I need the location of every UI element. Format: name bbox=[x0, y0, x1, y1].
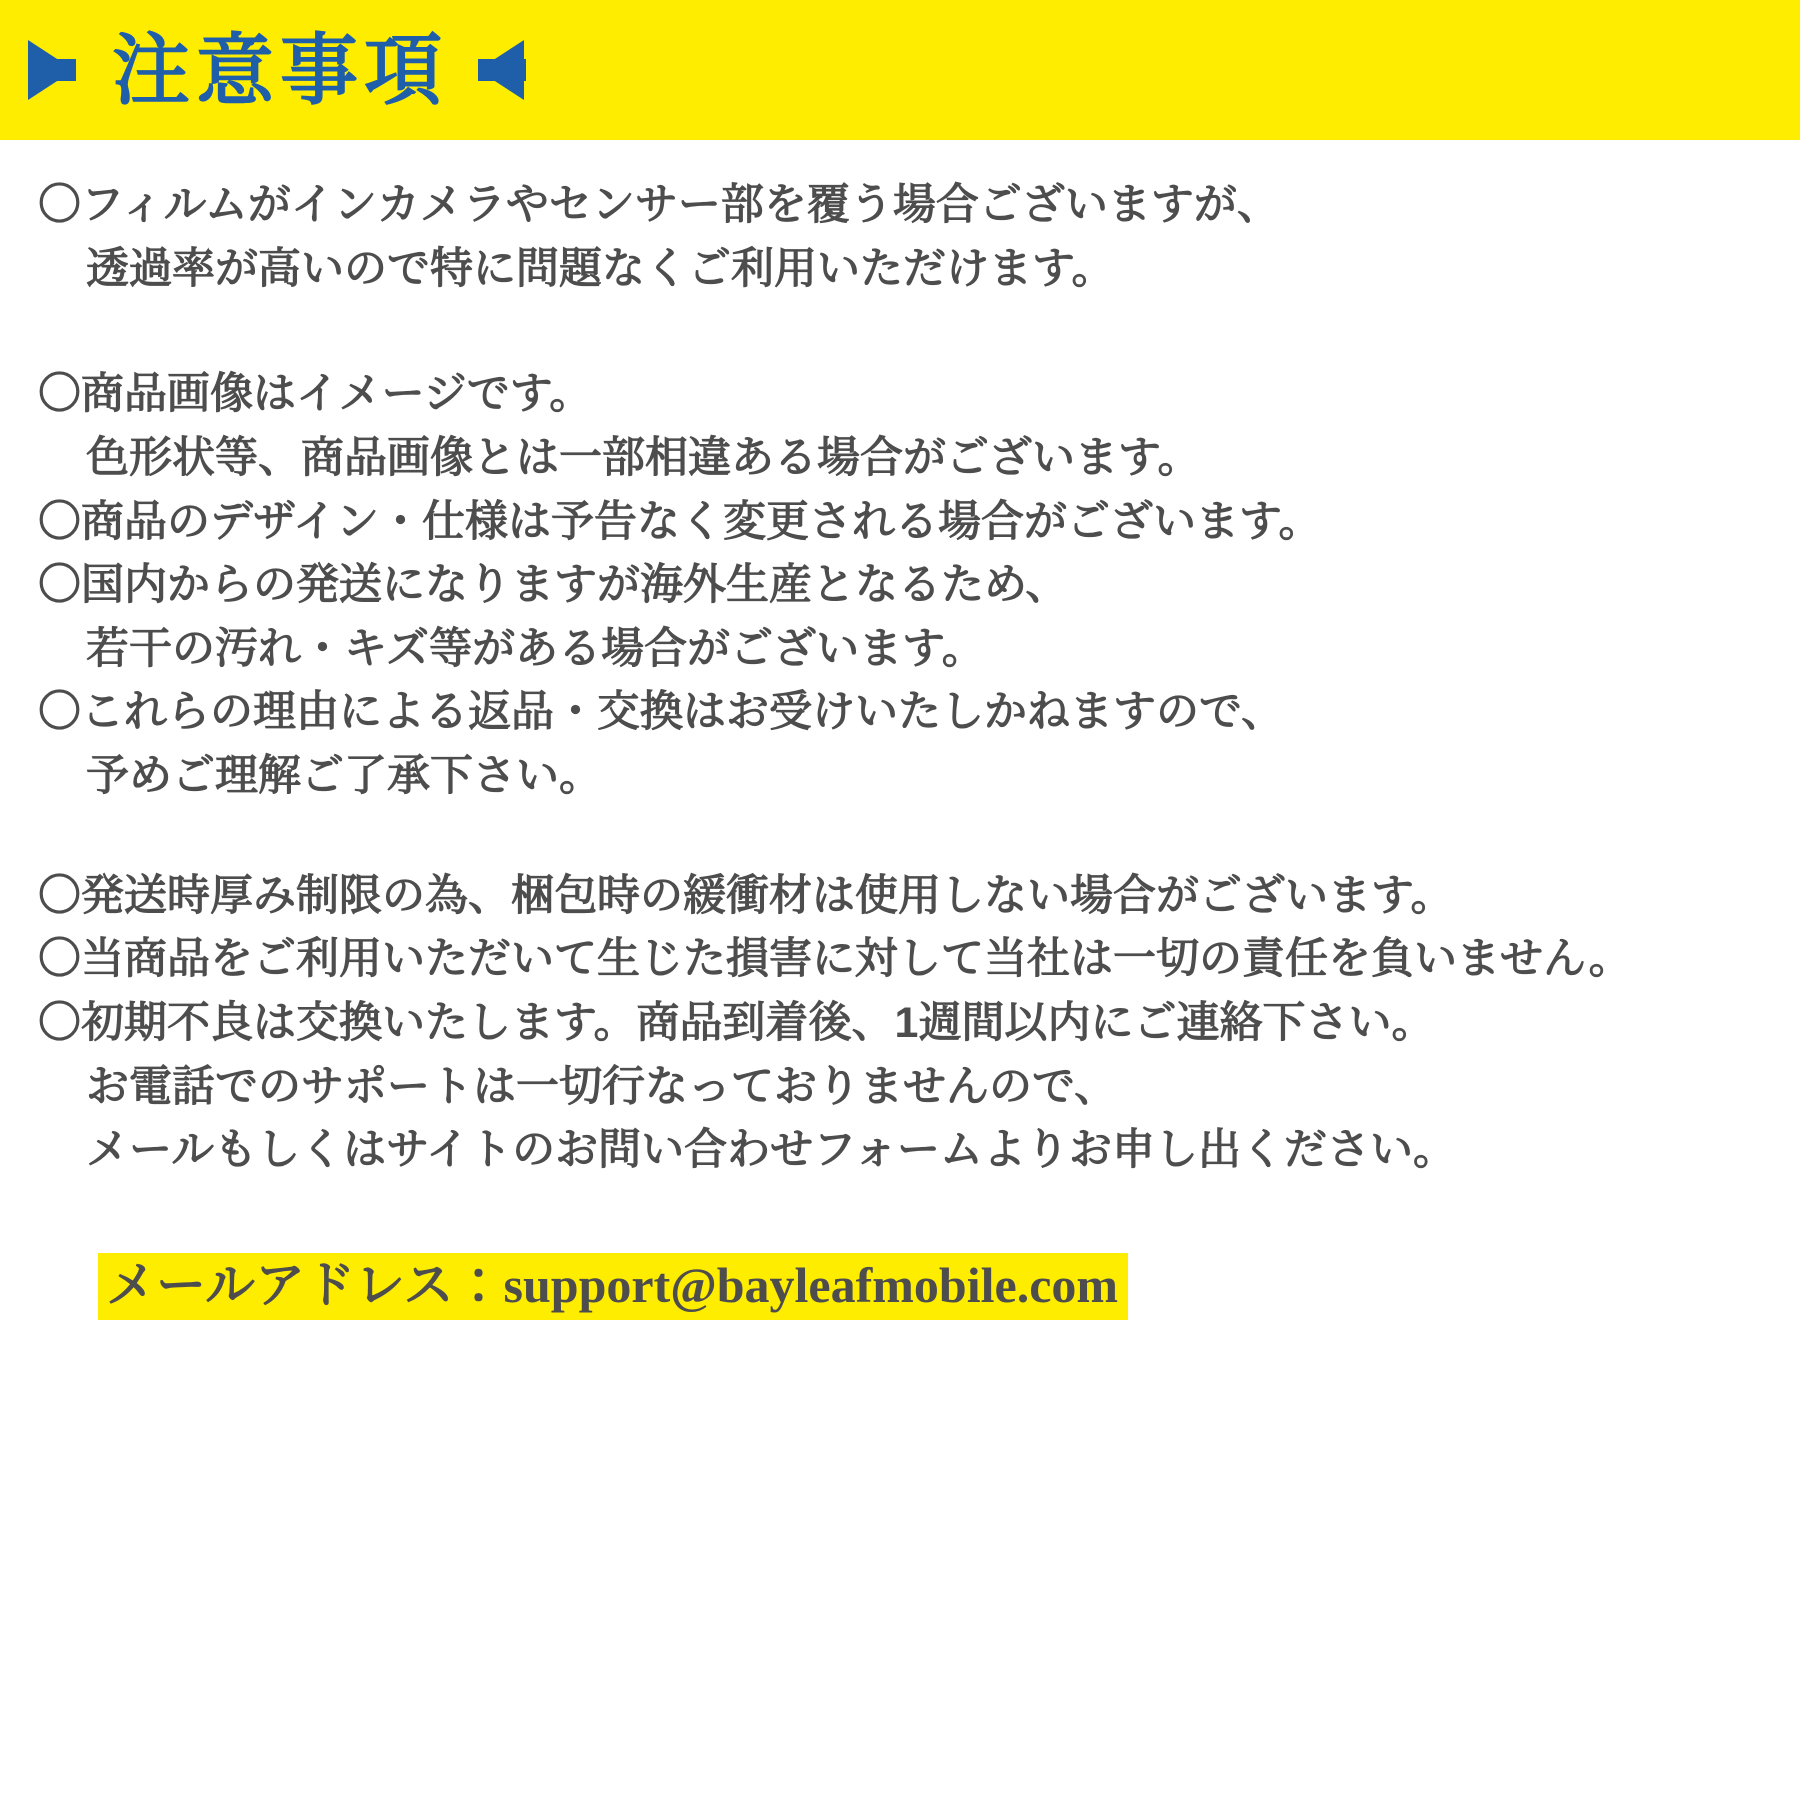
notice-content bbox=[0, 140, 1800, 1320]
notice-block-1 bbox=[38, 174, 1760, 301]
notice-line: 〇フィルムがインカメラやセンサー部を覆う場合ございますが、 bbox=[38, 181, 1280, 229]
spacer bbox=[38, 809, 1760, 865]
notice-line: 予めご理解ご了承下さい。 bbox=[86, 752, 602, 800]
notice-line: 透過率が高いので特に問題なくご利用いただけます。 bbox=[86, 244, 1115, 293]
support-email-row bbox=[38, 1253, 1760, 1320]
spacer bbox=[38, 301, 1760, 363]
support-email-highlight bbox=[98, 1253, 1128, 1320]
page-title: 注意事項 bbox=[112, 26, 449, 114]
notice-line: 〇当商品をご利用いただいて生じた損害に対して当社は一切の責任を負いません。 bbox=[38, 935, 1632, 984]
arrow-right-pointing-icon bbox=[28, 40, 74, 100]
notice-line: 〇商品画像はイメージです。 bbox=[38, 370, 593, 419]
notice-line: 色形状等、商品画像とは一部相違ある場合がございます。 bbox=[86, 433, 1201, 482]
notice-line: メールもしくはサイトのお問い合わせフォームよりお申し出ください。 bbox=[86, 1126, 1456, 1175]
notice-line: 〇商品のデザイン・仕様は予告なく変更される場合がございます。 bbox=[38, 497, 1322, 546]
notice-line: 〇発送時厚み制限の為、梱包時の緩衝材は使用しない場合がございます。 bbox=[38, 871, 1454, 920]
email-address[interactable]: support@bayleafmobile.com bbox=[503, 1256, 1119, 1313]
notice-line: 〇これらの理由による返品・交換はお受けいたしかねますので、 bbox=[38, 688, 1285, 737]
notice-line: 〇初期不良は交換いたします。商品到着後、1週間以内にご連絡下さい。 bbox=[38, 998, 1435, 1047]
notice-block-2 bbox=[38, 363, 1760, 808]
notice-block-3 bbox=[38, 865, 1760, 1183]
notice-line: 若干の汚れ・キズ等がある場合がございます。 bbox=[86, 624, 985, 673]
arrow-left-pointing-icon bbox=[478, 40, 524, 100]
notice-line: お電話でのサポートは一切行なっておりませんので、 bbox=[86, 1062, 1118, 1111]
notice-header-banner bbox=[0, 0, 1800, 140]
notice-line: 〇国内からの発送になりますが海外生産となるため、 bbox=[38, 561, 1069, 610]
email-label: メールアドレス： bbox=[106, 1256, 504, 1313]
